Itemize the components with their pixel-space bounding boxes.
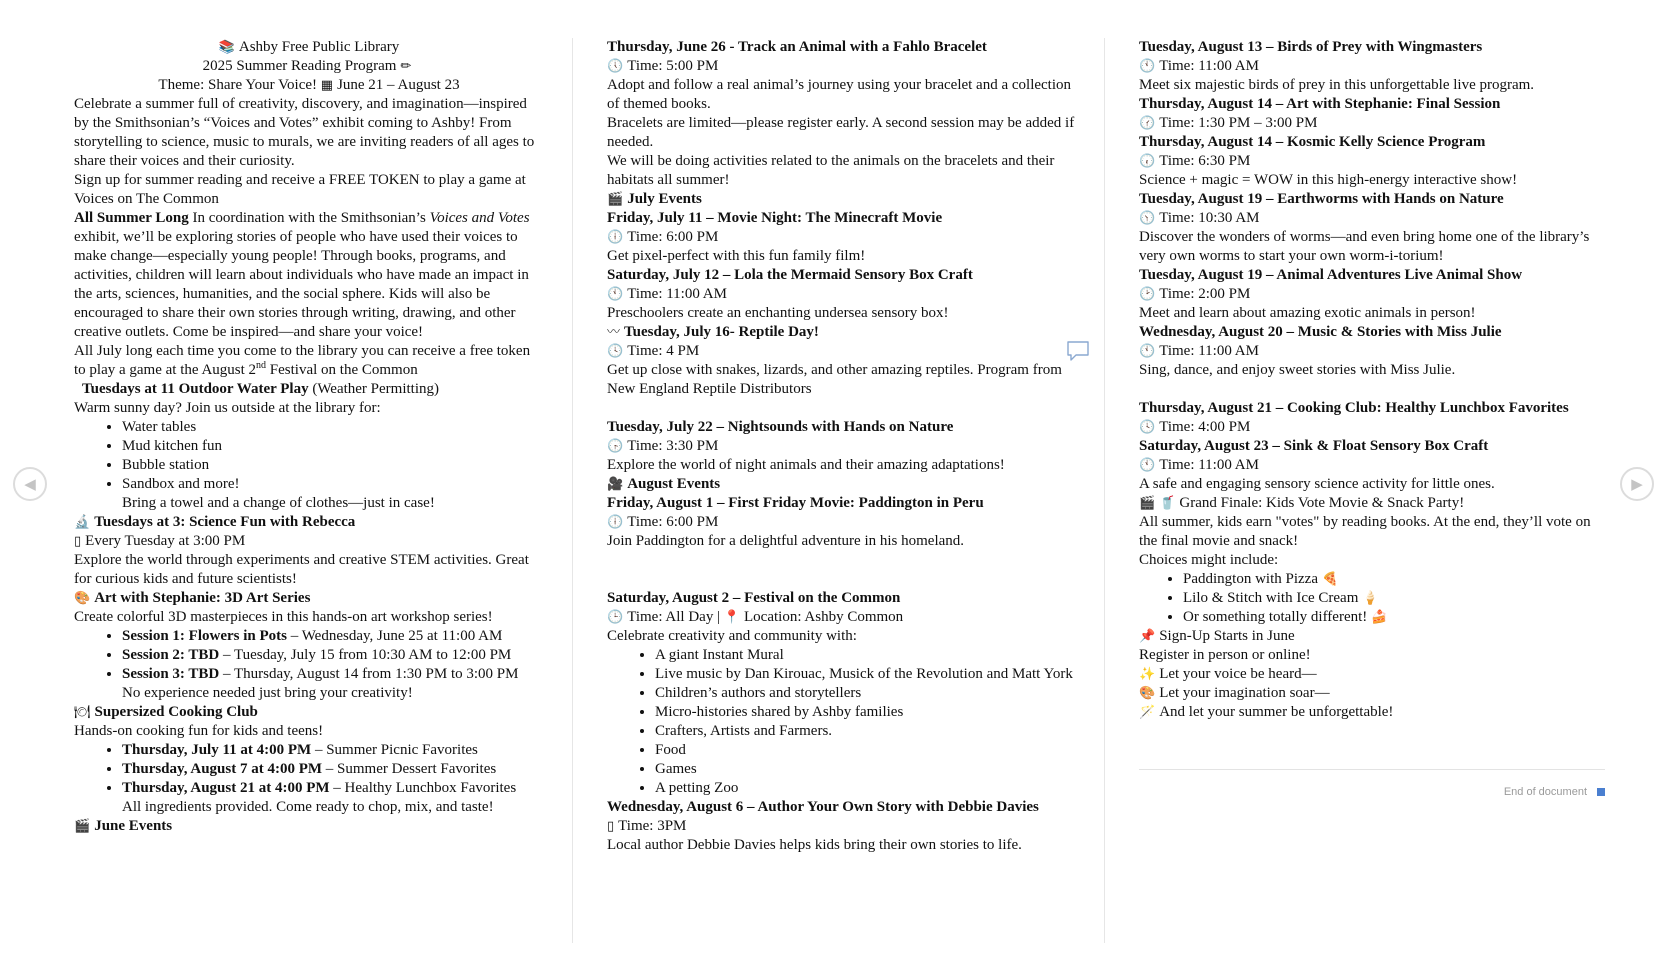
list-item: • Crafters, Artists and Farmers. [655,722,1079,741]
event-heading: Friday, August 1 – First Friday Movie: Paddington in Peru [607,495,984,511]
event-description: Celebrate creativity and community with: [607,628,857,644]
clapperboard-icon: 🎬 [607,192,624,207]
event-time: 🕓 Time: 4:00 PM [1139,419,1251,435]
festival-list [607,646,1079,798]
column-1 [74,38,544,836]
list-item: • Sandbox and more! [122,475,544,494]
clock-icon: 🕔 [607,59,624,74]
missing-glyph-icon: ▯ [74,534,82,549]
science-description: Explore the world through experiments and creative STEM activities. Great for curious kids and future scientists! [74,552,529,587]
clock-icon: 🕚 [1139,458,1156,473]
event-heading: Tuesday, August 19 – Animal Adventures Live Animal Show [1139,267,1523,283]
cooking-description: Hands-on cooking fun for kids and teens! [74,723,324,739]
event-time: 🕓 Time: 4 PM [607,343,700,359]
water-play-note: Bring a towel and a change of clothes—just in case! [122,495,435,511]
art-note: No experience needed just bring your creativity! [122,685,413,701]
choices-list [1139,570,1605,627]
cooking-heading: 🍽 Supersized Cooking Club [74,704,258,720]
list-item: • Food [655,741,1079,760]
pizza-icon: 🍕 [1322,572,1339,587]
event-time: ▯ Time: 3PM [607,818,687,834]
chevron-right-icon: ▶ [1631,474,1643,493]
magic-wand-icon: 🪄 [1139,705,1156,720]
event-heading: Tuesday, August 13 – Birds of Prey with Wingmasters [1139,39,1483,55]
list-item: • Session 2: TBD – Tuesday, July 15 from 10:30 AM to 12:00 PM [122,646,544,665]
event-description: Meet six majestic birds of prey in this unforgettable live program. [1139,77,1535,93]
choices-intro: Choices might include: [1139,552,1279,568]
event-description: Sing, dance, and enjoy sweet stories with Miss Julie. [1139,362,1456,378]
clock-icon: 🕕 [607,515,624,530]
event-description: Meet and learn about amazing exotic animals in person! [1139,305,1476,321]
event-description: Science + magic = WOW in this high-energy interactive show! [1139,172,1518,188]
column-2 [607,38,1079,855]
event-time: 🕥 Time: 10:30 AM [1139,210,1260,226]
list-item: • Paddington with Pizza 🍕 [1183,570,1605,589]
register-line: Register in person or online! [1139,647,1311,663]
event-heading: 〰 Tuesday, July 16- Reptile Day! [607,324,819,340]
june-events-heading: 🎬 June Events [74,818,173,834]
art-heading: 🎨 Art with Stephanie: 3D Art Series [74,590,311,606]
list-item: • A giant Instant Mural [655,646,1079,665]
books-icon: 📚 [218,40,235,55]
list-item: • Lilo & Stitch with Ice Cream 🍦 [1183,589,1605,608]
voice-line: ✨ Let your voice be heard— [1139,666,1317,682]
event-description: Join Paddington for a delightful adventure in his homeland. [607,533,965,549]
comment-icon[interactable] [1066,340,1090,362]
event-heading: Thursday, August 14 – Art with Stephanie: Final Session [1139,96,1501,112]
event-time: 🕚 Time: 11:00 AM [607,286,727,302]
column-divider [572,38,573,943]
sparkles-icon: ✨ [1139,667,1156,682]
clock-icon: 🕚 [1139,344,1156,359]
event-heading: Friday, July 11 – Movie Night: The Minecraft Movie [607,210,943,226]
cooking-note: All ingredients provided. Come ready to chop, mix, and taste! [122,799,494,815]
clock-icon: 🕞 [607,439,624,454]
event-heading: Tuesday, July 22 – Nightsounds with Hands on Nature [607,419,954,435]
list-item: • Thursday, July 11 at 4:00 PM – Summer Picnic Favorites [122,741,544,760]
event-description: Local author Debbie Davies helps kids bring their own stories to life. [607,837,1022,853]
clapperboard-icon: 🎬 [1139,496,1156,511]
plate-icon: 🍽 [74,705,91,720]
list-item: • Games [655,760,1079,779]
event-time: 🕒 Time: All Day | 📍 Location: Ashby Common [607,609,904,625]
previous-page-button[interactable] [13,467,47,501]
intro-paragraph: Celebrate a summer full of creativity, discovery, and imagination—inspired by the Smithsonian’s “Voices and Votes” exhibit coming to Ashby! From storytelling to science, music to murals, we are inviting readers of all ages to share their voices and their curiosity. [74,96,535,169]
list-item: • Thursday, August 7 at 4:00 PM – Summer Dessert Favorites [122,760,544,779]
event-description: Get up close with snakes, lizards, and other amazing reptiles. Program from New England Reptile Distributors [607,362,1062,397]
event-time: 🕔 Time: 5:00 PM [607,58,719,74]
list-item: • Session 1: Flowers in Pots – Wednesday, June 25 at 11:00 AM [122,627,544,646]
event-time: 🕜 Time: 1:30 PM – 3:00 PM [1139,115,1318,131]
cake-icon: 🍰 [1371,610,1388,625]
chevron-left-icon: ◀ [24,474,36,493]
clock-icon: 🕡 [1139,154,1156,169]
event-description: Explore the world of night animals and their amazing adaptations! [607,457,1005,473]
science-heading: 🔬 Tuesdays at 3: Science Fun with Rebecca [74,514,356,530]
list-item: • Thursday, August 21 at 4:00 PM – Healthy Lunchbox Favorites [122,779,544,798]
clock-icon: 🕥 [1139,211,1156,226]
list-item: • Water tables [122,418,544,437]
event-time: 🕕 Time: 6:00 PM [607,229,719,245]
clock-icon: 🕚 [607,287,624,302]
event-heading: Saturday, August 2 – Festival on the Common [607,590,901,606]
end-marker-icon [1597,788,1605,796]
unforgettable-line: 🪄 And let your summer be unforgettable! [1139,704,1394,720]
event-time: 🕚 Time: 11:00 AM [1139,58,1259,74]
column-divider [1104,38,1105,943]
water-play-intro: Warm sunny day? Join us outside at the library for: [74,400,381,416]
next-page-button[interactable] [1620,467,1654,501]
event-heading: Thursday, August 21 – Cooking Club: Healthy Lunchbox Favorites [1139,400,1569,416]
event-description: Adopt and follow a real animal’s journey using your bracelet and a collection of themed books. [607,77,1072,112]
calendar-icon: ▦ [320,78,334,93]
clock-icon: 🕑 [1139,287,1156,302]
movie-camera-icon: 🎥 [607,477,624,492]
water-play-heading: Tuesdays at 11 Outdoor Water Play (Weather Permitting) [82,381,439,397]
art-session-list [74,627,544,684]
finale-heading: 🎬 🥤 Grand Finale: Kids Vote Movie & Snack Party! [1139,495,1465,511]
event-description: Bracelets are limited—please register early. A second session may be added if needed. [607,115,1075,150]
event-heading: Saturday, July 12 – Lola the Mermaid Sensory Box Craft [607,267,973,283]
cooking-session-list [74,741,544,798]
clock-icon: 🕒 [607,610,624,625]
event-heading: Wednesday, August 6 – Author Your Own Story with Debbie Davies [607,799,1039,815]
missing-glyph-icon: ▯ [607,819,615,834]
map-pin-icon: 📍 [723,610,741,625]
palette-icon: 🎨 [1139,686,1156,701]
palette-icon: 🎨 [74,591,91,606]
event-heading: Wednesday, August 20 – Music & Stories with Miss Julie [1139,324,1502,340]
clock-icon: 🕓 [1139,420,1156,435]
event-heading: Tuesday, August 19 – Earthworms with Hands on Nature [1139,191,1504,207]
event-time: 🕕 Time: 6:00 PM [607,514,719,530]
pushpin-icon: 📌 [1139,629,1156,644]
list-item: • A petting Zoo [655,779,1079,798]
finale-description: All summer, kids earn "votes" by reading books. At the end, they’ll vote on the final movie and snack! [1139,514,1591,549]
column-3 [1139,38,1605,802]
clock-icon: 🕚 [1139,59,1156,74]
event-heading: Saturday, August 23 – Sink & Float Sensory Box Craft [1139,438,1489,454]
event-time: 🕞 Time: 3:30 PM [607,438,719,454]
clapperboard-icon: 🎬 [74,819,91,834]
event-time: 🕚 Time: 11:00 AM [1139,343,1259,359]
clock-icon: 🕕 [607,230,624,245]
water-play-list [74,418,544,494]
pencil-icon: ✏ [400,59,412,74]
event-description: Preschoolers create an enchanting undersea sensory box! [607,305,949,321]
list-item: • Session 3: TBD – Thursday, August 14 from 1:30 PM to 3:00 PM [122,665,544,684]
list-item: • Live music by Dan Kirouac, Musick of the Revolution and Matt York [655,665,1079,684]
art-description: Create colorful 3D masterpieces in this hands-on art workshop series! [74,609,493,625]
event-time: 🕡 Time: 6:30 PM [1139,153,1251,169]
event-time: 🕑 Time: 2:00 PM [1139,286,1251,302]
program-title: 2025 Summer Reading Program ✏ [202,58,412,74]
clock-icon: 🕜 [1139,116,1156,131]
event-description: Discover the wonders of worms—and even bring home one of the library’s very own worms to start your own worm-i-torium! [1139,229,1590,264]
event-heading: Thursday, June 26 - Track an Animal with a Fahlo Bracelet [607,39,987,55]
science-time: ▯ Every Tuesday at 3:00 PM [74,533,246,549]
event-description: Get pixel-perfect with this fun family film! [607,248,866,264]
end-of-document: End of document [1139,769,1605,802]
event-time: 🕚 Time: 11:00 AM [1139,457,1259,473]
snake-icon: 〰 [607,325,621,340]
list-item: • Mud kitchen fun [122,437,544,456]
clock-icon: 🕓 [607,344,624,359]
program-theme: Theme: Share Your Voice! ▦ June 21 – August 23 [158,77,460,93]
list-item: • Bubble station [122,456,544,475]
list-item: • Or something totally different! 🍰 [1183,608,1605,627]
imagination-line: 🎨 Let your imagination soar— [1139,685,1330,701]
ice-cream-icon: 🍦 [1362,591,1379,606]
library-title: 📚 Ashby Free Public Library [218,39,400,55]
july-events-heading: 🎬 July Events [607,191,702,207]
event-description: We will be doing activities related to the animals on the bracelets and their habitats all summer! [607,153,1055,188]
event-heading: Thursday, August 14 – Kosmic Kelly Science Program [1139,134,1486,150]
event-description: A safe and engaging sensory science activity for little ones. [1139,476,1495,492]
microscope-icon: 🔬 [74,515,91,530]
signup-paragraph: Sign up for summer reading and receive a FREE TOKEN to play a game at Voices on The Common [74,172,526,207]
july-token-paragraph: All July long each time you come to the library you can receive a free token to play a game at the August 2nd Festival on the Common [74,343,531,378]
all-summer-paragraph: All Summer Long In coordination with the Smithsonian’s Voices and Votes exhibit, we’ll be exploring stories of people who have used their voices to make change—especially young people! Through books, programs, and activities, children will learn about individuals who have made an impact in the arts, sciences, humanities, and the social sphere. Kids will also be encouraged to share their own stories through writing, drawing, and other creative outlets. Come be inspired—and share your voice! [74,210,530,340]
drink-cup-icon: 🥤 [1159,496,1176,511]
list-item: • Children’s authors and storytellers [655,684,1079,703]
august-events-heading: 🎥 August Events [607,476,721,492]
signup-starts: 📌 Sign-Up Starts in June [1139,628,1295,644]
list-item: • Micro-histories shared by Ashby families [655,703,1079,722]
